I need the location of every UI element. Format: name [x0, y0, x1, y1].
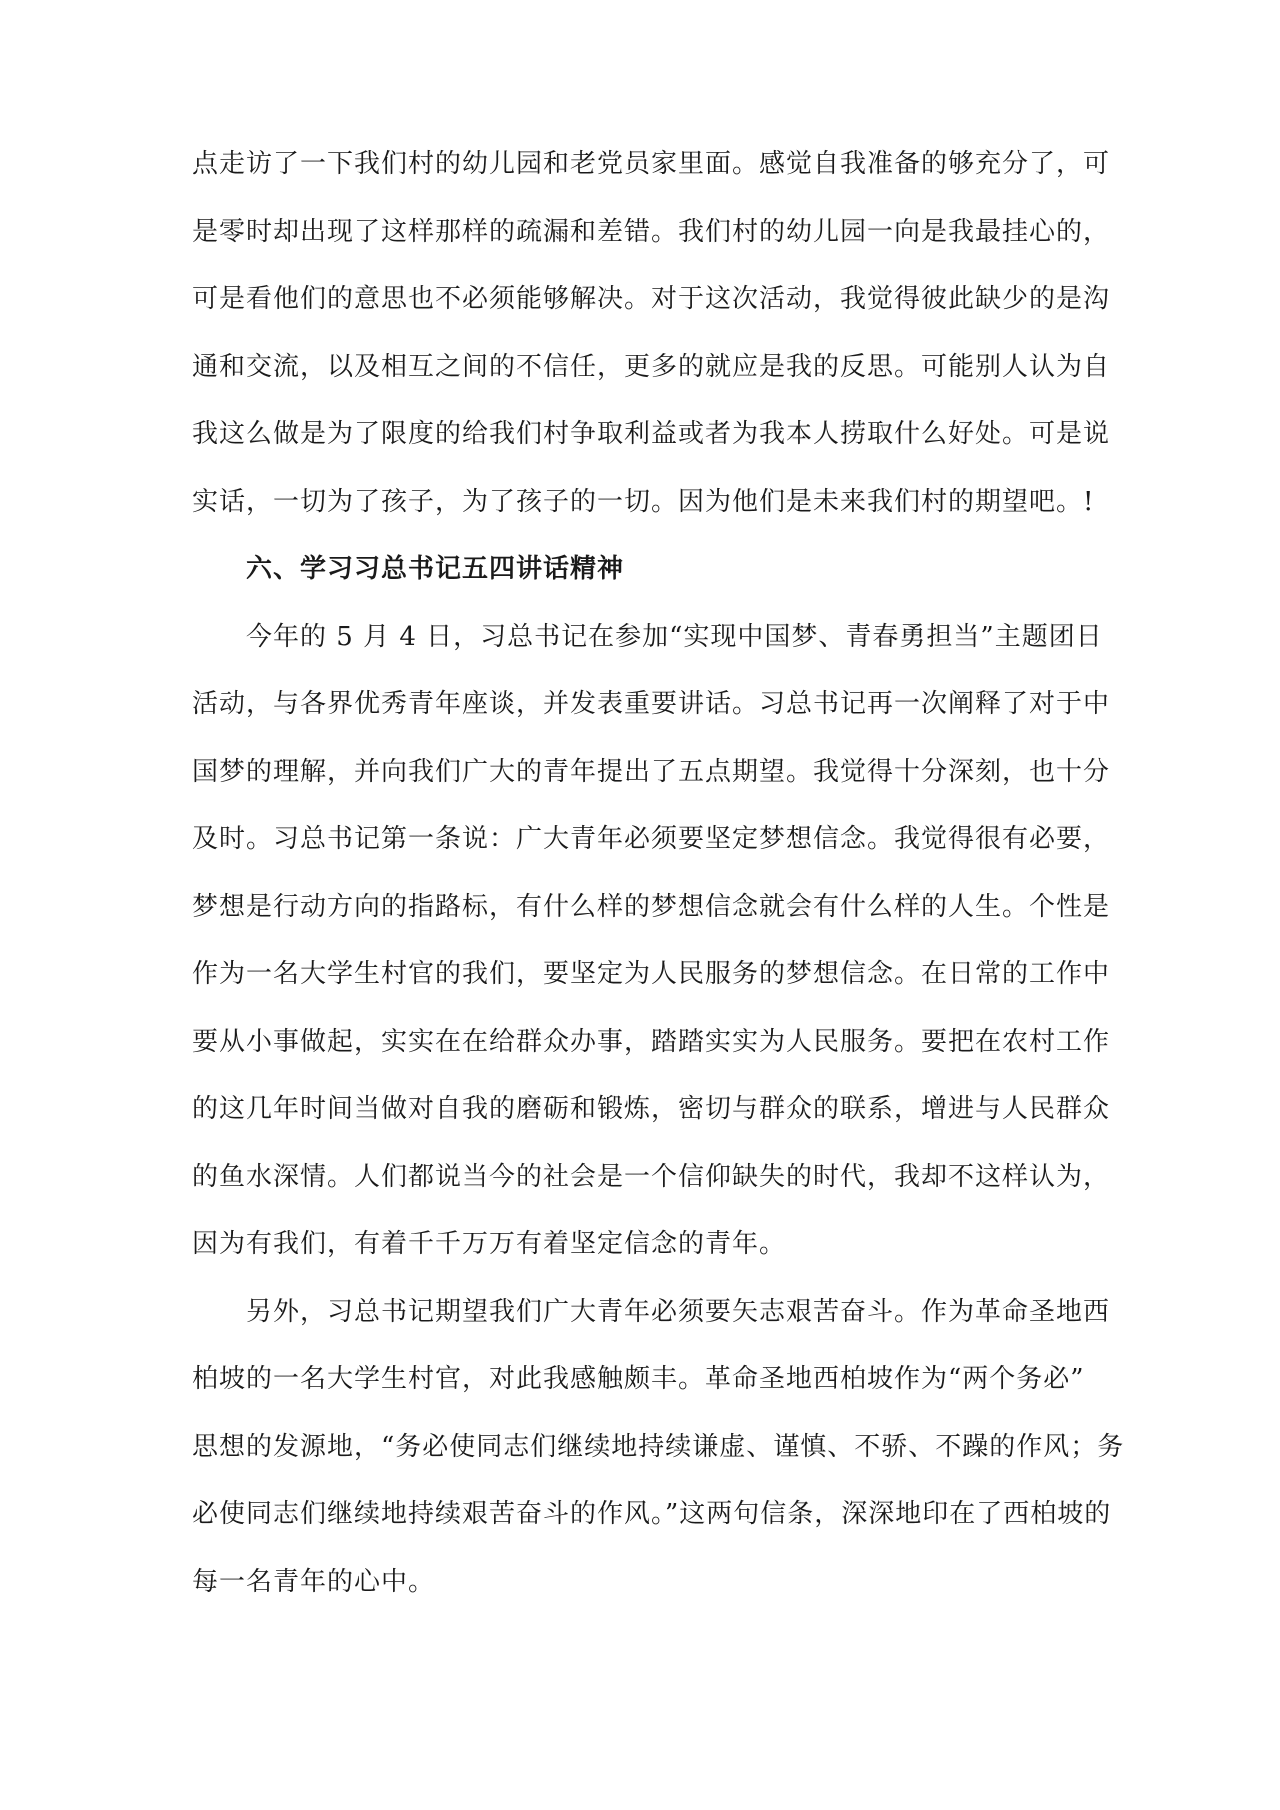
- paragraph-line: 及时。习总书记第一条说：广大青年必须要坚定梦想信念。我觉得很有必要，: [192, 824, 1111, 854]
- paragraph-line: 柏坡的一名大学生村官，对此我感触颇丰。革命圣地西柏坡作为“两个务必”: [192, 1364, 1085, 1394]
- paragraph-line: 我这么做是为了限度的给我们村争取利益或者为我本人捞取什么好处。可是说: [192, 419, 1111, 449]
- paragraph-line: 每一名青年的心中。: [192, 1566, 436, 1597]
- paragraph-line: 活动，与各界优秀青年座谈，并发表重要讲话。习总书记再一次阐释了对于中: [192, 689, 1111, 719]
- section-heading: 六、学习习总书记五四讲话精神: [246, 554, 625, 584]
- paragraph-line: 梦想是行动方向的指路标，有什么样的梦想信念就会有什么样的人生。个性是: [192, 891, 1111, 922]
- paragraph-line: 的鱼水深情。人们都说当今的社会是一个信仰缺失的时代，我却不这样认为，: [192, 1161, 1111, 1192]
- paragraph-line: 必使同志们继续地持续艰苦奋斗的作风。”这两句信条，深深地印在了西柏坡的: [192, 1499, 1112, 1529]
- paragraph-line: 因为有我们，有着千千万万有着坚定信念的青年。: [192, 1229, 787, 1259]
- paragraph-line: 思想的发源地，“务必使同志们继续地持续谦虚、谨慎、不骄、不躁的作风；务: [192, 1431, 1125, 1462]
- paragraph-line: 作为一名大学生村官的我们，要坚定为人民服务的梦想信念。在日常的工作中: [192, 959, 1111, 989]
- document-body: [192, 131, 1125, 1616]
- paragraph-line: 今年的 5 月 4 日，习总书记在参加“实现中国梦、青春勇担当”主题团日: [246, 621, 1103, 652]
- paragraph-line: 通和交流，以及相互之间的不信任，更多的就应是我的反思。可能别人认为自: [192, 351, 1111, 382]
- paragraph-line: 可是看他们的意思也不必须能够解决。对于这次活动，我觉得彼此缺少的是沟: [192, 284, 1111, 314]
- paragraph-line: 要从小事做起，实实在在给群众办事，踏踏实实为人民服务。要把在农村工作: [192, 1026, 1111, 1057]
- paragraph-line: 的这几年时间当做对自我的磨砺和锻炼，密切与群众的联系，增进与人民群众: [192, 1094, 1111, 1124]
- paragraph-line: 另外，习总书记期望我们广大青年必须要矢志艰苦奋斗。作为革命圣地西: [246, 1296, 1111, 1327]
- paragraph-line: 实话，一切为了孩子，为了孩子的一切。因为他们是未来我们村的期望吧。!: [192, 486, 1095, 517]
- paragraph-line: 点走访了一下我们村的幼儿园和老党员家里面。感觉自我准备的够充分了，可: [192, 149, 1111, 179]
- paragraph-line: 是零时却出现了这样那样的疏漏和差错。我们村的幼儿园一向是我最挂心的，: [192, 216, 1111, 247]
- paragraph-line: 国梦的理解，并向我们广大的青年提出了五点期望。我觉得十分深刻，也十分: [192, 756, 1111, 787]
